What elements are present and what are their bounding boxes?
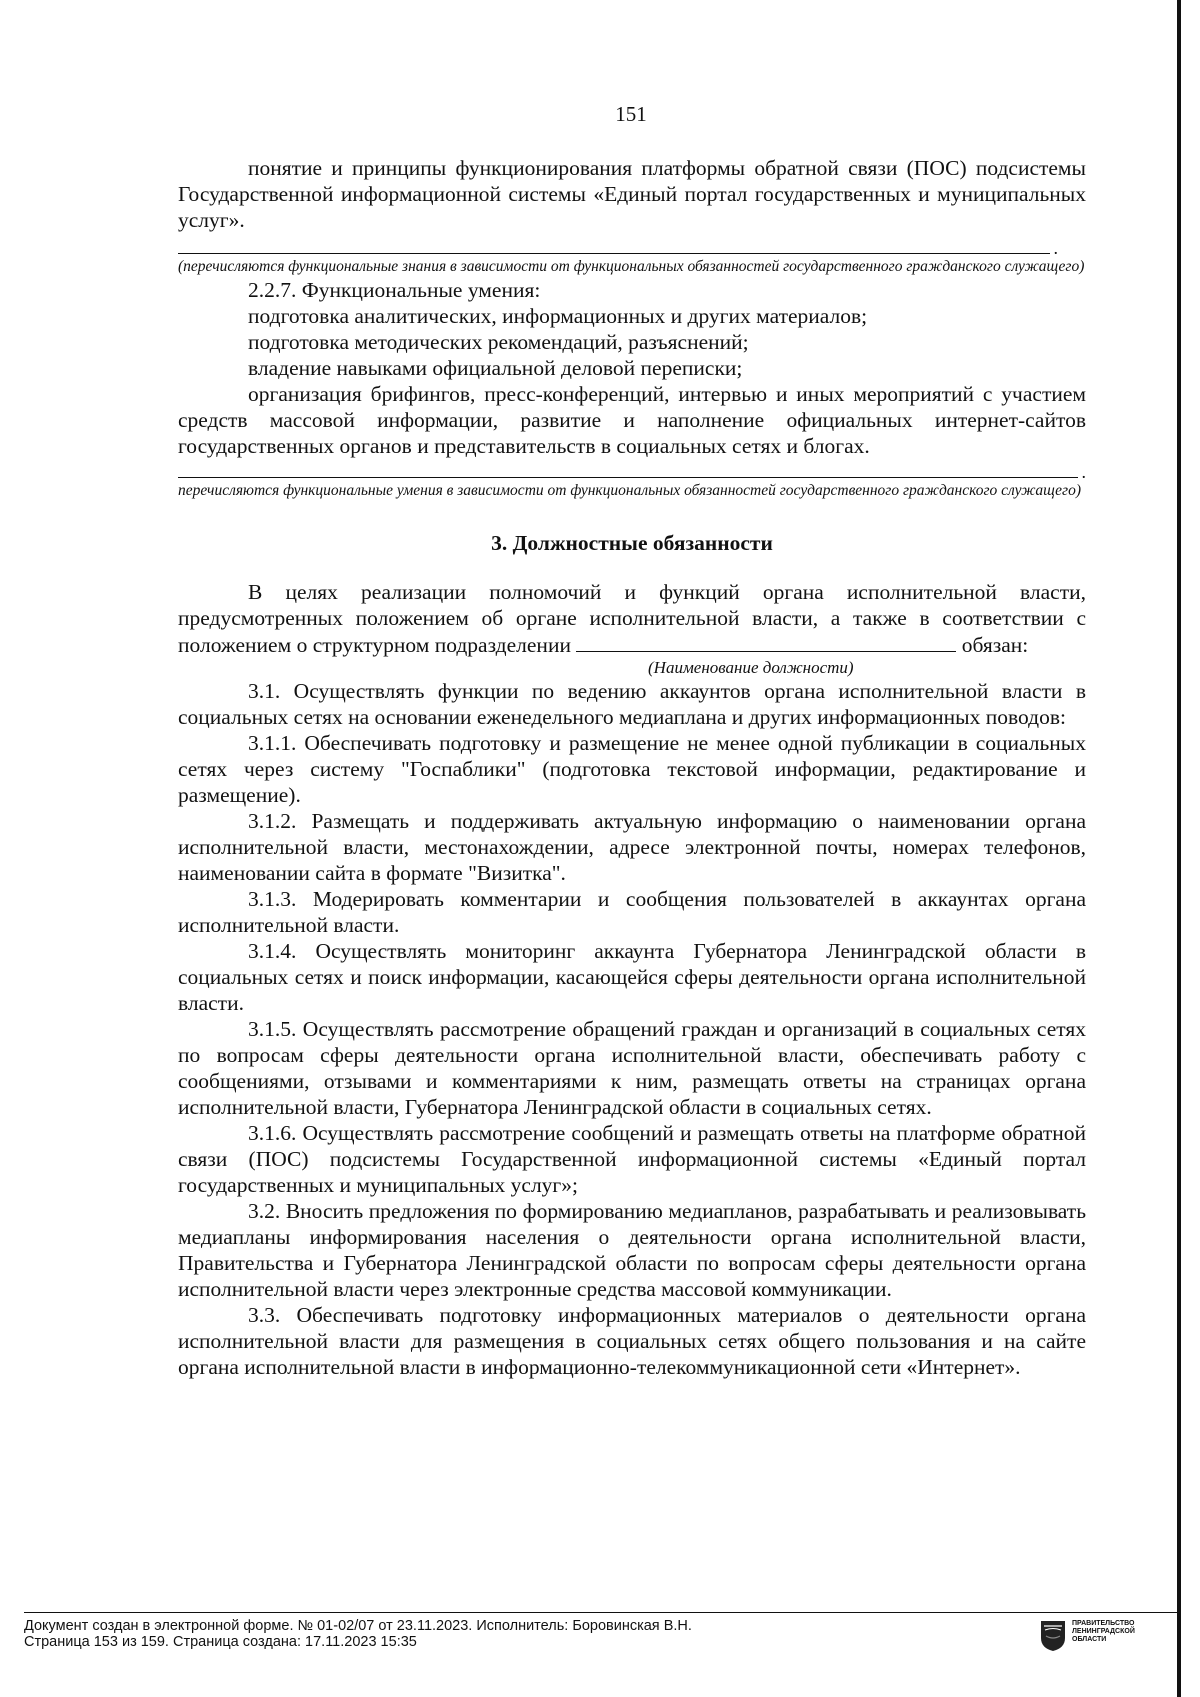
position-caption: (Наименование должности) [648,658,854,677]
duty-item: 3.2. Вносить предложения по формированию медиапланов, разрабатывать и реализовывать медиапланы информирования населения о деятельности органа исполнительной власти, Правительства и Губернатора Ленинградской области по вопросам сферы деятельности органа исполнительной власти через электронные средства массовой коммуникации. [178,1199,1086,1301]
skills-note: перечисляются функциональные умения в зависимости от функциональных обязанностей государственного гражданского служащего) [178,482,1081,499]
duty-item: 3.1.4. Осуществлять мониторинг аккаунта Губернатора Ленинградской области в социальных сетях и поиск информации, касающейся сферы деятельности органа исполнительной власти. [178,939,1086,1015]
footer-divider [24,1612,1177,1613]
skill-item: организация брифингов, пресс-конференций, интервью и иных мероприятий с участием средств массовой информации, развитие и наполнение официальных интернет-сайтов государственных органов и представительств в социальных сетях и блогах. [178,382,1086,458]
knowledge-note: (перечисляются функциональные знания в зависимости от функциональных обязанностей государственного гражданского служащего) [178,258,1085,275]
page-number: 151 [615,102,647,126]
duty-item: 3.1.1. Обеспечивать подготовку и размещение не менее одной публикации в социальных сетях через систему "Госпаблики" (подготовка текстовой информации, редактирование и размещение). [178,731,1086,807]
rule-dot: . [1081,462,1086,482]
rule-dot: . [1053,238,1058,258]
skill-item: подготовка методических рекомендаций, разъяснений; [248,330,749,354]
intro-text: В целях реализации полномочий и функций органа исполнительной власти, предусмотренных положением об органе исполнительной власти, а также в соответствии с положением о структурном подразделении [178,580,1086,657]
footer-page-info: Страница 153 из 159. Страница создана: 17.11.2023 15:35 [24,1634,417,1650]
duty-item: 3.1.6. Осуществлять рассмотрение сообщений и размещать ответы на платформе обратной связи (ПОС) подсистемы Государственной информационной системы «Единый портал государственных и муниципальных услуг»; [178,1121,1086,1197]
government-logo [1040,1620,1152,1652]
knowledge-tail-paragraph: понятие и принципы функционирования платформы обратной связи (ПОС) подсистемы Государственной информационной системы «Единый портал государственных и муниципальных услуг». [178,156,1086,232]
duty-item: 3.3. Обеспечивать подготовку информационных материалов о деятельности органа исполнительной власти для размещения в социальных сетях общего пользования и на сайте органа исполнительной власти в информационно-телекоммуникационной сети «Интернет». [178,1303,1086,1379]
fill-in-rule [178,462,1086,482]
intro-paragraph [178,579,1086,658]
footer [24,1618,692,1650]
logo-text: ПРАВИТЕЛЬСТВО ЛЕНИНГРАДСКОЙ ОБЛАСТИ [1072,1620,1135,1643]
intro-end: обязан: [961,633,1029,657]
section-title: 3. Должностные обязанности [491,531,773,555]
position-blank [576,631,956,652]
duty-item: 3.1.3. Модерировать комментарии и сообщения пользователей в аккаунтах органа исполнительной власти. [178,887,1086,937]
footer-document-info: Документ создан в электронной форме. № 01-02/07 от 23.11.2023. Исполнитель: Боровинская В.Н. [24,1618,692,1634]
skill-item: владение навыками официальной деловой переписки; [248,356,743,380]
coat-of-arms-icon [1040,1620,1066,1652]
duty-item: 3.1. Осуществлять функции по ведению аккаунтов органа исполнительной власти в социальных сетях на основании еженедельного медиаплана и других информационных поводов: [178,679,1086,729]
duty-item: 3.1.5. Осуществлять рассмотрение обращений граждан и организаций в социальных сетях по вопросам сферы деятельности органа исполнительной власти, обеспечивать работу с сообщениями, отзывами и комментариями к ним, размещать ответы на страницах органа исполнительной власти, Губернатора Ленинградской области в социальных сетях. [178,1017,1086,1119]
page-edge-border [1177,0,1181,1697]
skills-heading: 2.2.7. Функциональные умения: [248,278,541,302]
document-body [178,155,1086,1380]
skill-item: подготовка аналитических, информационных и других материалов; [248,304,868,328]
duty-item: 3.1.2. Размещать и поддерживать актуальную информацию о наименовании органа исполнительной власти, местонахождении, адресе электронной почты, номерах телефонов, наименовании сайта в формате "Визитка". [178,809,1086,885]
fill-in-rule [178,238,1058,258]
